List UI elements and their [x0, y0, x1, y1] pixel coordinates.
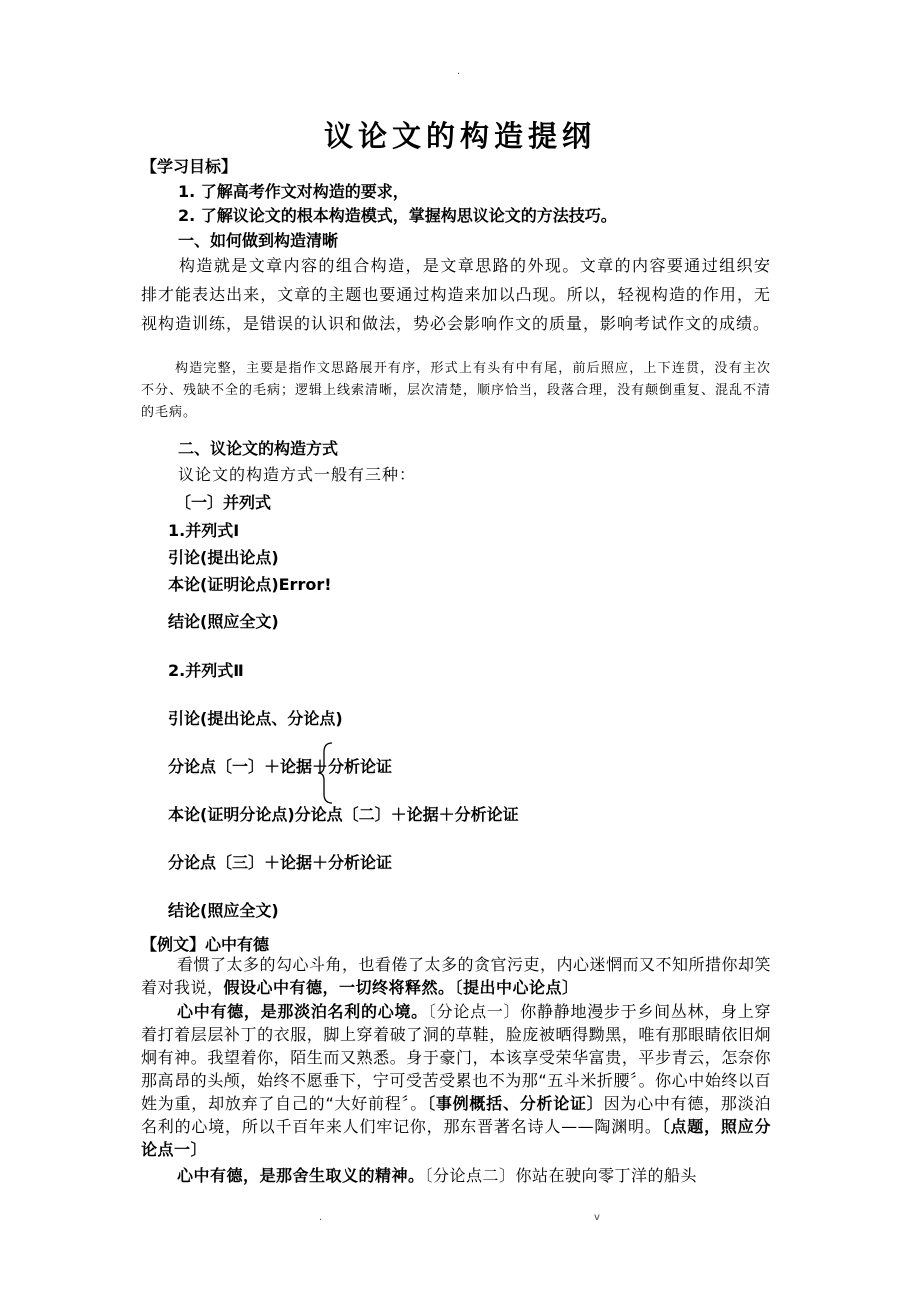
- section1-paragraph-2: 构造完整，主要是指作文思路展开有序，形式上有头有中有尾，前后照应，上下连贯，没有主次不分、残缺不全的毛病；逻辑上线索清晰，层次清楚，顺序恰当，段落合理，没有颠倒重复、混乱不清的毛病。: [141, 361, 772, 420]
- example-p3-bold: 心中有德，是那舍生取义的精神。: [177, 1166, 425, 1185]
- example-p3-tag: 〔分论点二〕: [424, 1166, 516, 1185]
- type2-line-5: 结论(照应全文): [168, 901, 279, 920]
- type1-line-3: 结论(照应全文): [168, 612, 279, 631]
- objectives-label: 【学习目标】: [141, 157, 238, 176]
- subsection-heading-1: 〔一〕并列式: [175, 493, 272, 512]
- objective-item-1: 1. 了解高考作文对构造的要求，: [178, 182, 409, 201]
- type2-line-2: 分论点〔一〕＋论据＋分析论证: [168, 757, 393, 776]
- example-label: 【例文】心中有德: [141, 935, 270, 954]
- footer-left-mark: .: [319, 1212, 323, 1223]
- section1-heading: 一、如何做到构造清晰: [178, 231, 339, 250]
- section2-intro: 议论文的构造方式一般有三种：: [178, 465, 417, 484]
- type2-line-3: 本论(证明分论点)分论点〔二〕＋论据＋分析论证: [168, 805, 519, 824]
- type2-line-4: 分论点〔三〕＋论据＋分析论证: [168, 853, 393, 872]
- page-title: 议论文的构造提纲: [323, 119, 596, 153]
- section2-heading: 二、议论文的构造方式: [178, 439, 339, 458]
- example-p3-text: 你站在驶向零丁洋的船头: [515, 1166, 698, 1185]
- type2-label: 2.并列式Ⅱ: [168, 661, 244, 680]
- type1-line-2: 本论(证明论点)Error!: [168, 575, 332, 594]
- example-paragraph-1: [141, 953, 771, 999]
- example-p1-text: 看惯了太多的勾心斗角，也看倦了太多的贪官污吏，内心迷惘而又不知所措你却笑着对我说，: [141, 955, 772, 997]
- example-p2-tag-3: 〔点题，照应分论点一〕: [141, 1117, 771, 1159]
- header-mark: .: [457, 66, 461, 77]
- footer-right-mark: v: [594, 1212, 600, 1223]
- objective-item-2: 2. 了解议论文的根本构造模式，掌握构思议论文的方法技巧。: [178, 206, 617, 225]
- example-p1-bold: 假设心中有德，一切终将释然。: [223, 978, 455, 997]
- example-p2-tag: 〔分论点一〕: [427, 1002, 521, 1021]
- brace-icon: [316, 742, 336, 804]
- example-p2-text-2: 因为心中有德，那淡泊名利的心境，所以千百年来人们牢记你，那东晋著名诗人——陶渊明。: [141, 1094, 771, 1136]
- type2-line-1: 引论(提出论点、分论点): [168, 709, 343, 728]
- type1-label: 1.并列式Ⅰ: [168, 521, 240, 540]
- example-p1-tag: 〔提出中心论点〕: [454, 978, 579, 997]
- example-p2-tag-2: 〔事例概括、分析论证〕: [427, 1094, 604, 1113]
- example-paragraph-3: [141, 1164, 771, 1187]
- example-p2-bold: 心中有德，是那淡泊名利的心境。: [177, 1002, 428, 1021]
- section1-paragraph-1: 构造就是文章内容的组合构造，是文章思路的外现。文章的内容要通过组织安排才能表达出来，文章的主题也要通过构造来加以凸现。所以，轻视构造的作用，无视构造训练，是错误的认识和做法，势必会影响作文的质量，影响考试作文的成绩。: [141, 256, 771, 333]
- example-paragraph-2: [141, 1000, 771, 1161]
- example-p2-text-1: 你静静地漫步于乡间丛林，身上穿着打着层层补丁的衣服，脚上穿着破了洞的草鞋，脸庞被晒得黝黑，唯有那眼睛依旧炯炯有神。我望着你，陌生而又熟悉。身于豪门，本该享受荣华富贵，平步青云，怎奈你那高昂的头颅，始终不愿垂下，宁可受苦受累也不为那“五斗米折腰〞。你心中始终以百姓为重，却放弃了自己的“大好前程〞。: [141, 1002, 771, 1113]
- type1-line-1: 引论(提出论点): [168, 548, 279, 567]
